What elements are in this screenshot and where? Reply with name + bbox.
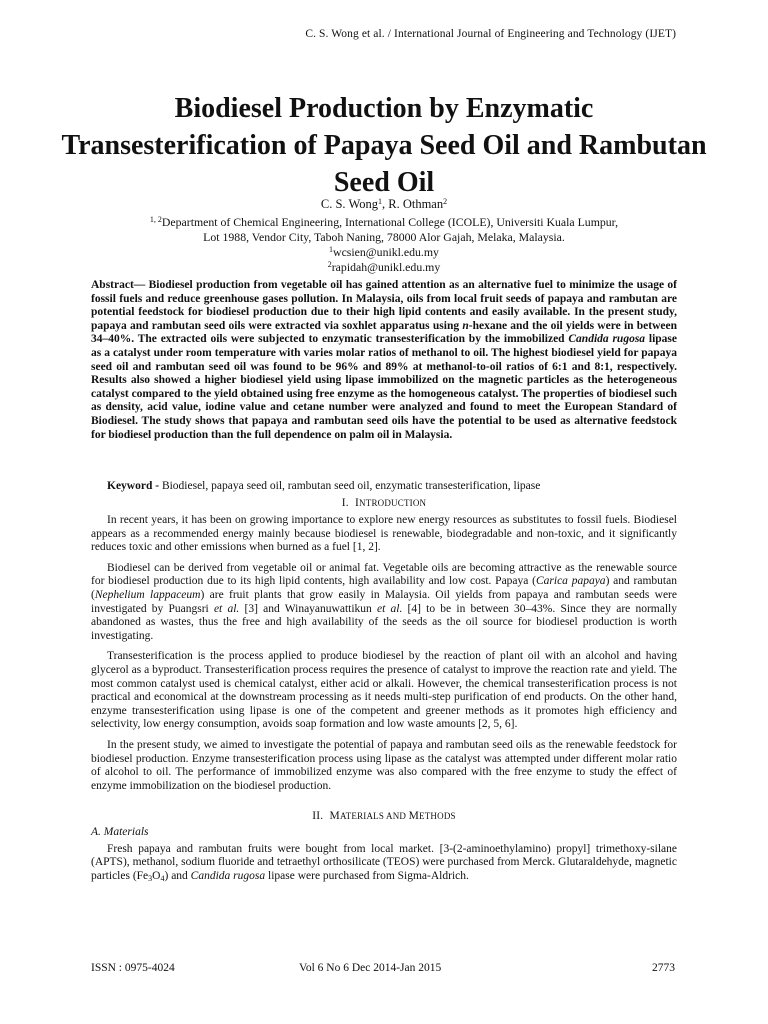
- footer-page-number: 2773: [652, 962, 675, 974]
- running-header: C. S. Wong et al. / International Journal of Engineering and Technology (IJET): [305, 28, 676, 40]
- paragraph-text: O: [152, 869, 161, 882]
- author-name: C. S. Wong: [320, 197, 378, 211]
- author-separator: ,: [382, 197, 389, 211]
- email-mark: 1: [329, 245, 334, 254]
- abstract-text: Biodiesel production from vegetable oil has gained attention as an alternative fuel to minimize the usage of fossil fuels and reduce greenhouse gases pollution. In Malaysia, oils from local fruit seeds of papaya and rambutan are potential feedstock for biodiesel production due to their high lipid contents and easily available. In the present study, papaya and rambutan seed oils were extracted via soxhlet apparatus using: [91, 279, 677, 332]
- affiliation-line: Lot 1988, Vendor City, Taboh Naning, 78000 Alor Gajah, Melaka, Malaysia.: [203, 230, 565, 244]
- section-initial: M: [408, 810, 420, 822]
- author-line: [0, 197, 768, 212]
- keyword-label: Keyword -: [107, 480, 160, 492]
- species-name: Candida rugosa: [190, 869, 266, 882]
- footer-issn: ISSN : 0975-4024: [91, 962, 175, 974]
- materials-section: [91, 826, 677, 883]
- email-address: wcsien@unikl.edu.my: [333, 245, 439, 259]
- affiliation-text: Department of Chemical Engineering, International College (ICOLE), Universiti Kuala Lumpur,: [161, 215, 619, 229]
- citation-etal: et al.: [213, 602, 240, 615]
- introduction-body: [91, 514, 677, 793]
- subsection-heading-materials: A. Materials: [91, 826, 149, 838]
- abstract: [91, 279, 677, 442]
- section-title-rest: NTRODUCTION: [359, 498, 427, 508]
- citation-etal: et al.: [376, 602, 403, 615]
- email-line: [0, 245, 768, 260]
- section-heading-materials-methods: [0, 810, 768, 822]
- email-line: [0, 260, 768, 275]
- keywords: [91, 480, 677, 494]
- paper-title: Biodiesel Production by Enzymatic Transesterification of Papaya Seed Oil and Rambutan Seed Oil: [61, 93, 707, 198]
- species-name: Carica papaya: [535, 575, 606, 588]
- paragraph-text: ) are fruit plants that grow easily in Malaysia. Oil yields from papaya and rambutan seeds were investigated by Puangsri: [91, 588, 677, 615]
- abstract-label: Abstract—: [91, 279, 146, 291]
- author-name: R. Othman: [388, 197, 444, 211]
- paragraph-text: [3] and Winayanuwattikun: [239, 602, 377, 615]
- paragraph-text: Biodiesel can be derived from vegetable oil or animal fat. Vegetable oils are becoming attractive as the renewable source for biodiesel production due to its high lipid contents, high availability and low cost. Papaya (: [91, 561, 677, 588]
- subscript: 3: [148, 873, 153, 883]
- affiliation-line: [0, 215, 768, 230]
- section-heading-introduction: [0, 497, 768, 509]
- abstract-text: lipase as a catalyst under room temperature with varies molar ratios of methanol to oil. The highest biodiesel yield for papaya seed oil and rambutan seed oil was found to be 96% and 89% at methanol-to-oil ratios of 6:1 and 8:1, respectively. Results also showed a higher biodiesel yield using lipase immobilized on the magnetic particles as the heterogeneous catalyst compared to the yield obtained using free enzyme as the homogeneous catalyst. The properties of biodiesel such as density, acid value, iodine value and cetane number were analyzed and found to meet the European Standard of Biodiesel. The study shows that papaya and rambutan seed oils have the potential to be used as alternative feedstock for biodiesel production than the full dependence on palm oil in Malaysia.: [91, 333, 677, 441]
- affiliation-block: [0, 215, 768, 275]
- section-title-rest: ATERIALS AND: [339, 811, 409, 821]
- abstract-italic: Candida rugosa: [568, 333, 646, 346]
- paragraph: [91, 562, 677, 644]
- affil-mark: 1, 2: [149, 215, 162, 224]
- abstract-italic: n: [462, 319, 469, 332]
- footer-volume: Vol 6 No 6 Dec 2014-Jan 2015: [299, 962, 442, 974]
- section-initial: M: [329, 810, 340, 822]
- paragraph: [91, 843, 677, 884]
- paragraph-text: Fresh papaya and rambutan fruits were bought from local market. [3-(2-aminoethylamino) propyl] trimethoxy-silane (APTS), methanol, sodium fluoride and tetraethyl orthosilicate (TEOS) were purchased from Merck. Glutaraldehyde, magnetic particles (Fe: [91, 842, 677, 882]
- section-initial: I: [355, 497, 360, 509]
- section-number: II.: [312, 810, 324, 822]
- section-title-rest: ETHODS: [419, 811, 456, 821]
- abstract-text: -hexane and the oil yields were in between 34–40%. The extracted oils were subjected to enzymatic transesterification by the immobilized: [91, 319, 677, 346]
- species-name: Nephelium lappaceum: [94, 588, 201, 601]
- paragraph: In recent years, it has been on growing importance to explore new energy resources as substitutes to fossil fuels. Biodiesel appears as a recommended energy mainly because biodiesel is renewable, biodegradable and non-toxic, and it significantly reduces toxic and other emissions when burned as a fuel [1, 2].: [91, 514, 677, 554]
- subscript: 4: [160, 873, 165, 883]
- email-address: rapidah@unikl.edu.my: [331, 260, 441, 274]
- author-affil-mark: 1: [378, 197, 382, 206]
- section-number: I.: [341, 497, 349, 509]
- keyword-list: Biodiesel, papaya seed oil, rambutan seed oil, enzymatic transesterification, lipase: [159, 480, 541, 492]
- email-mark: 2: [327, 260, 332, 269]
- paragraph: In the present study, we aimed to investigate the potential of papaya and rambutan seed oils as the renewable feedstock for biodiesel production. Enzyme transesterification process using lipase as the catalyst was attempted under different molar ratio of alcohol to oil. The performance of immobilized enzyme was also compared with the free enzyme to study the effect of enzyme immobilization on the biodiesel production.: [91, 738, 677, 792]
- paragraph: Transesterification is the process applied to produce biodiesel by the reaction of plant oil with an alcohol and having glycerol as a byproduct. Transesterification process requires the presence of catalyst to improve the reaction rate and yield. The most common catalyst used is chemical catalyst, either acid or alkali. However, the chemical transesterification process is not practical and economical at the downstream processing as it needs multi-step purification of end products. On the other hand, enzyme transesterification using lipase is one of the competent and greener methods as it promotes high efficiency and selectivity, low energy consumption, avoids soap formation and low waste amounts [2, 5, 6].: [91, 650, 677, 731]
- author-affil-mark: 2: [443, 197, 448, 206]
- paragraph-text: lipase were purchased from Sigma-Aldrich.: [265, 869, 469, 882]
- paragraph-text: ) and rambutan (: [91, 575, 677, 601]
- paragraph-text: ) and: [164, 869, 191, 882]
- paragraph-text: [4] to be in between 30–43%. Since they are normally abandoned as wastes, thus the free and high availability of the seeds as the oil source for biodiesel production is worth investigating.: [91, 602, 678, 642]
